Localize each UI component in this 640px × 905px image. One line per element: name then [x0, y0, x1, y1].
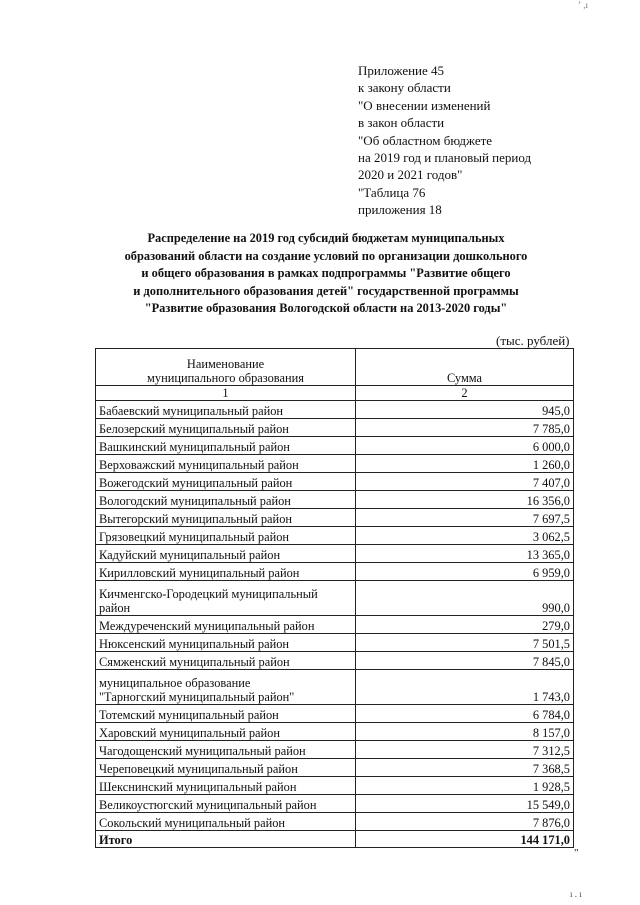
municipality-name: Грязовецкий муниципальный район — [96, 527, 356, 545]
table-row — [96, 634, 574, 652]
table-row — [96, 473, 574, 491]
annex-line: "О внесении изменений — [358, 97, 491, 113]
table-row — [96, 401, 574, 419]
subsidy-sum: 8 157,0 — [356, 723, 574, 741]
subsidy-sum: 945,0 — [356, 401, 574, 419]
total-label: Итого — [96, 831, 356, 848]
municipality-name: Вожегодский муниципальный район — [96, 473, 356, 491]
table-row — [96, 670, 574, 705]
annex-line: в закон области — [358, 115, 445, 131]
municipality-name: Сокольский муниципальный район — [96, 813, 356, 831]
annex-line: "Таблица 76 — [358, 184, 426, 200]
municipality-name: Верховажский муниципальный район — [96, 455, 356, 473]
annex-line: на 2019 год и плановый период — [358, 150, 532, 166]
title-line: Распределение на 2019 год субсидий бюджетам муниципальных — [147, 231, 505, 245]
table-row — [96, 581, 574, 616]
table-row — [96, 813, 574, 831]
subsidy-sum: 7 407,0 — [356, 473, 574, 491]
table-row — [96, 705, 574, 723]
subsidy-sum: 1 260,0 — [356, 455, 574, 473]
subsidy-sum: 13 365,0 — [356, 545, 574, 563]
title-line: образований области на создание условий по организации дошкольного — [124, 248, 528, 263]
municipality-name-line1: муниципальное образование — [99, 676, 251, 690]
subsidy-sum: 279,0 — [356, 616, 574, 634]
municipality-name: Междуреченский муниципальный район — [96, 616, 356, 634]
subsidy-sum: 1 743,0 — [356, 670, 574, 705]
municipality-name: Чагодощенский муниципальный район — [96, 741, 356, 759]
distribution-table — [95, 348, 574, 848]
subsidy-sum: 6 000,0 — [356, 437, 574, 455]
municipality-name: Череповецкий муниципальный район — [96, 759, 356, 777]
subsidy-sum: 6 959,0 — [356, 563, 574, 581]
total-row — [96, 831, 574, 848]
municipality-name-line2: "Тарногский муниципальный район" — [99, 690, 295, 704]
subsidy-sum: 7 312,5 — [356, 741, 574, 759]
municipality-name: Бабаевский муниципальный район — [96, 401, 356, 419]
annex-line: к закону области — [358, 80, 451, 96]
municipality-name: Сямженский муниципальный район — [96, 652, 356, 670]
municipality-name: Кирилловский муниципальный район — [96, 563, 356, 581]
subsidy-sum: 3 062,5 — [356, 527, 574, 545]
annex-line: 2020 и 2021 годов" — [358, 167, 463, 183]
subsidy-sum: 990,0 — [356, 581, 574, 616]
title-line: и дополнительного образования детей" государственной программы — [133, 283, 519, 298]
subsidy-sum: 16 356,0 — [356, 491, 574, 509]
table-row — [96, 455, 574, 473]
table-row — [96, 777, 574, 795]
municipality-name: Вологодский муниципальный район — [96, 491, 356, 509]
table-row — [96, 616, 574, 634]
subsidy-sum: 7 876,0 — [356, 813, 574, 831]
subsidy-sum: 7 501,5 — [356, 634, 574, 652]
municipality-name: Тотемский муниципальный район — [96, 705, 356, 723]
header-sum-cell: Сумма — [356, 349, 574, 386]
table-row — [96, 437, 574, 455]
total-sum: 144 171,0 — [356, 831, 574, 848]
subsidy-sum: 7 845,0 — [356, 652, 574, 670]
table-row — [96, 759, 574, 777]
municipality-name: Кадуйский муниципальный район — [96, 545, 356, 563]
units-label: (тыс. рублей) — [496, 333, 570, 348]
subsidy-sum: 7 785,0 — [356, 419, 574, 437]
header-name-cell — [96, 349, 356, 386]
municipality-name-line2: район — [99, 601, 131, 615]
municipality-name-line1: Кичменгско-Городецкий муниципальный — [99, 587, 318, 601]
municipality-name: Белозерский муниципальный район — [96, 419, 356, 437]
document-title — [110, 230, 542, 318]
table-row — [96, 723, 574, 741]
subsidy-sum: 15 549,0 — [356, 795, 574, 813]
annex-line: Приложение 45 — [358, 63, 445, 78]
corner-mark-top: ʼ ,ı — [578, 0, 588, 10]
subsidy-sum: 1 928,5 — [356, 777, 574, 795]
header-name-line1: Наименование — [186, 357, 265, 371]
title-line: и общего образования в рамках подпрограммы "Развитие общего — [141, 266, 511, 281]
column-number-1: 1 — [96, 386, 356, 401]
table-row — [96, 419, 574, 437]
subsidy-sum: 7 368,5 — [356, 759, 574, 777]
annex-header — [358, 62, 531, 219]
municipality-name: Вашкинский муниципальный район — [96, 437, 356, 455]
corner-mark-bottom: ı . ı — [570, 889, 582, 899]
table-row — [96, 741, 574, 759]
municipality-name — [96, 670, 356, 705]
annex-line: "Об областном бюджете — [358, 132, 493, 148]
table-header-row — [96, 349, 574, 386]
table-row — [96, 563, 574, 581]
table-row — [96, 509, 574, 527]
municipality-name: Вытегорский муниципальный район — [96, 509, 356, 527]
column-number-2: 2 — [356, 386, 574, 401]
closing-quote: " — [574, 847, 579, 859]
column-number-row — [96, 386, 574, 401]
table-row — [96, 795, 574, 813]
table-row — [96, 527, 574, 545]
subsidy-sum: 7 697,5 — [356, 509, 574, 527]
subsidy-sum: 6 784,0 — [356, 705, 574, 723]
header-name-line2: муниципального образования — [147, 371, 304, 385]
annex-line: приложения 18 — [358, 202, 442, 218]
municipality-name: Шекснинский муниципальный район — [96, 777, 356, 795]
municipality-name: Великоустюгский муниципальный район — [96, 795, 356, 813]
table-row — [96, 652, 574, 670]
title-line: "Развитие образования Вологодской области на 2013-2020 годы" — [144, 301, 508, 316]
municipality-name: Нюксенский муниципальный район — [96, 634, 356, 652]
municipality-name: Харовский муниципальный район — [96, 723, 356, 741]
table-row — [96, 545, 574, 563]
municipality-name — [96, 581, 356, 616]
table-row — [96, 491, 574, 509]
